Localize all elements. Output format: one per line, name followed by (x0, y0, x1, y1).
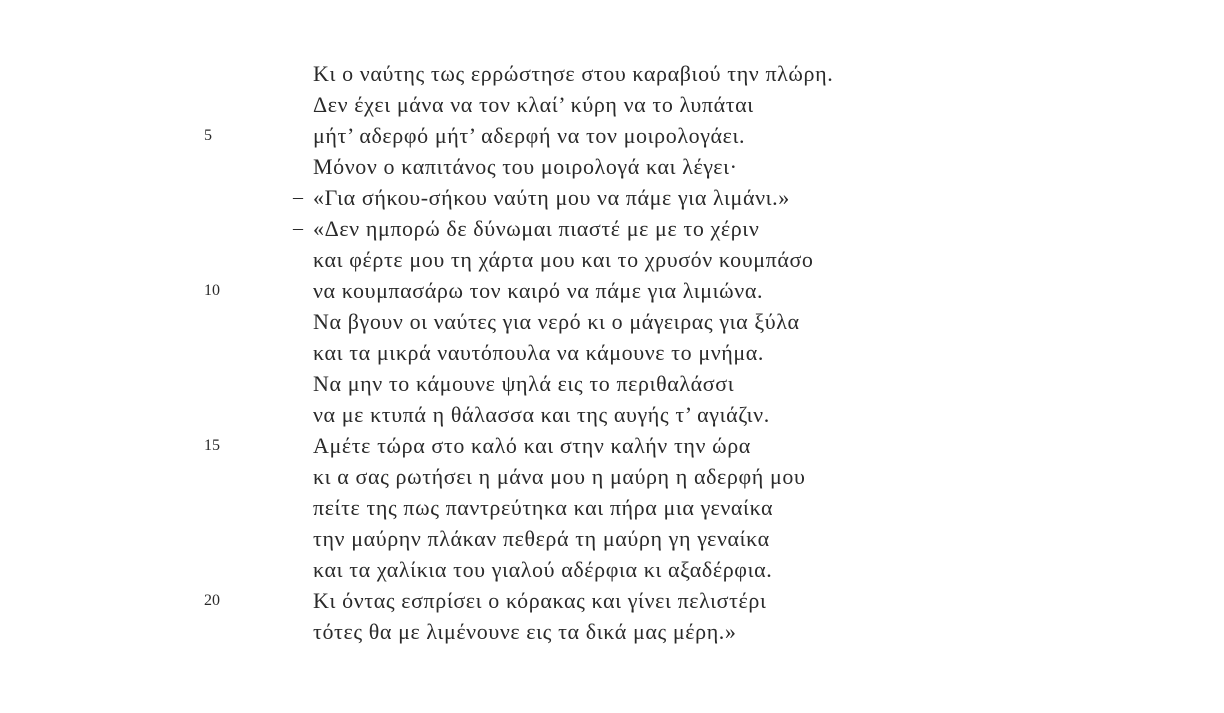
dialogue-dash: – (293, 186, 303, 208)
verse-text: τότες θα με λιμένουνε εις τα δικά μας μέρη.» (313, 619, 737, 644)
poem-line (0, 120, 1224, 151)
verse-text: και τα χαλίκια του γιαλού αδέρφια κι αξαδέρφια. (313, 557, 773, 582)
poem-line (0, 275, 1224, 306)
verse-text: και φέρτε μου τη χάρτα μου και το χρυσόν κουμπάσο (313, 247, 814, 272)
verse-text: να κουμπασάρω τον καιρό να πάμε για λιμιώνα. (313, 278, 764, 303)
dialogue-dash: – (293, 217, 303, 239)
verse-text: Κι ο ναύτης τως ερρώστησε στου καραβιού την πλώρη. (313, 61, 834, 86)
verse-text: να με κτυπά η θάλασσα και της αυγής τ’ αγιάζιν. (313, 402, 770, 427)
poem-line (0, 58, 1224, 89)
poem-line (0, 213, 1224, 244)
verse-text: κι α σας ρωτήσει η μάνα μου η μαύρη η αδερφή μου (313, 464, 806, 489)
poem-line (0, 182, 1224, 213)
poem-line (0, 585, 1224, 616)
poem-line (0, 306, 1224, 337)
poem-line (0, 523, 1224, 554)
poem-line (0, 616, 1224, 647)
poem-line (0, 399, 1224, 430)
line-number: 5 (204, 127, 212, 144)
poem-line (0, 337, 1224, 368)
poem-line (0, 554, 1224, 585)
verse-text: και τα μικρά ναυτόπουλα να κάμουνε το μνήμα. (313, 340, 764, 365)
verse-text: Να μην το κάμουνε ψηλά εις το περιθαλάσσι (313, 371, 735, 396)
poem-line (0, 89, 1224, 120)
verse-text: «Για σήκου-σήκου ναύτη μου να πάμε για λιμάνι.» (313, 185, 790, 210)
verse-text: Να βγουν οι ναύτες για νερό κι ο μάγειρας για ξύλα (313, 309, 800, 334)
poem-text (0, 58, 1224, 647)
verse-text: μήτ’ αδερφό μήτ’ αδερφή να τον μοιρολογάει. (313, 123, 746, 148)
line-number: 10 (204, 282, 220, 299)
verse-text: «Δεν ημπορώ δε δύνωμαι πιαστέ με με το χέριν (313, 216, 760, 241)
poem-line (0, 368, 1224, 399)
line-number: 15 (204, 437, 220, 454)
verse-text: Μόνον ο καπιτάνος του μοιρολογά και λέγει· (313, 154, 738, 179)
verse-text: Δεν έχει μάνα να τον κλαί’ κύρη να το λυπάται (313, 92, 754, 117)
poem-line (0, 151, 1224, 182)
poem-line (0, 244, 1224, 275)
verse-text: την μαύρην πλάκαν πεθερά τη μαύρη γη γεναίκα (313, 526, 770, 551)
verse-text: πείτε της πως παντρεύτηκα και πήρα μια γεναίκα (313, 495, 774, 520)
poem-line (0, 430, 1224, 461)
poem-line (0, 461, 1224, 492)
verse-text: Κι όντας εσπρίσει ο κόρακας και γίνει πελιστέρι (313, 588, 767, 613)
line-number: 20 (204, 592, 220, 609)
poem-line (0, 492, 1224, 523)
verse-text: Αμέτε τώρα στο καλό και στην καλήν την ώρα (313, 433, 751, 458)
